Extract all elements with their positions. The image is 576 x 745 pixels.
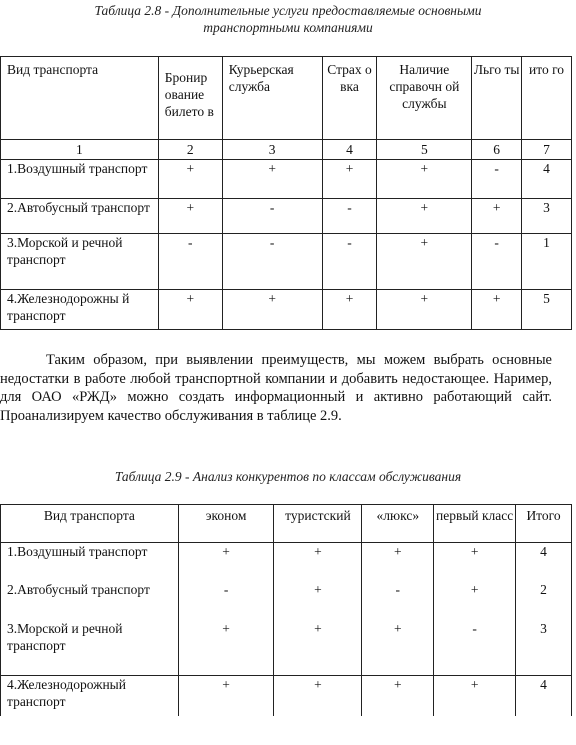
table-2-8 [0, 56, 572, 330]
table-cell: - [472, 234, 522, 290]
table-cell: + [377, 234, 472, 290]
table-cell: + [362, 543, 434, 581]
caption-line: Таблица 2.8 - Дополнительные услуги предоставляемые основными [94, 3, 482, 18]
table-caption-2-8 [0, 2, 576, 36]
table-cell: + [377, 290, 472, 330]
header-cell: Льго ты [472, 57, 522, 140]
table-cell: + [434, 543, 516, 581]
header-cell: ито го [522, 57, 572, 140]
table-cell: + [158, 160, 222, 199]
table-cell: 3 [522, 199, 572, 234]
header-cell: первый класс [434, 505, 516, 543]
table-cell: + [158, 199, 222, 234]
row-label: 3.Морской и речной транспорт [1, 620, 179, 676]
body-paragraph: Таким образом, при выявлении преимуществ, мы можем выбрать основные недостатки в работе любой транспортной компании и добавить недостающее. Наример, для ОАО «РЖД» можно создать информационный и активно работающий сайт. Проанализируем качество обслуживания в таблице 2.9. [0, 352, 552, 424]
table-cell: - [434, 620, 516, 676]
table-row [1, 234, 572, 290]
table-cell: + [274, 676, 362, 716]
table-cell: + [322, 290, 377, 330]
table-cell: + [274, 543, 362, 581]
number-cell: 7 [522, 140, 572, 160]
header-cell: туристский [274, 505, 362, 543]
table-header-row [1, 57, 572, 140]
header-cell: Курьерская служба [222, 57, 322, 140]
table-cell: + [362, 676, 434, 716]
table-cell: + [222, 160, 322, 199]
table-cell: - [362, 581, 434, 620]
table-cell: + [472, 290, 522, 330]
table-cell: - [472, 160, 522, 199]
header-cell: Бронир ование билето в [158, 57, 222, 140]
table-row [1, 581, 572, 620]
table-cell: 4 [516, 676, 572, 716]
number-cell: 1 [1, 140, 159, 160]
table-cell: + [377, 160, 472, 199]
table-cell: - [222, 234, 322, 290]
table-number-row [1, 140, 572, 160]
table-row [1, 290, 572, 330]
table-cell: + [472, 199, 522, 234]
header-cell: Итого [516, 505, 572, 543]
table-header-row [1, 505, 572, 543]
header-cell: Вид транспорта [1, 57, 159, 140]
table-row [1, 199, 572, 234]
table-cell: - [178, 581, 274, 620]
table-cell: + [362, 620, 434, 676]
header-cell: эконом [178, 505, 274, 543]
table-cell: - [158, 234, 222, 290]
table-cell: 4 [516, 543, 572, 581]
row-label: 3.Морской и речной транспорт [1, 234, 159, 290]
row-label: 2.Автобусный транспорт [1, 199, 159, 234]
row-label: 1.Воздушный транспорт [1, 160, 159, 199]
number-cell: 4 [322, 140, 377, 160]
row-label: 1.Воздушный транспорт [1, 543, 179, 581]
header-cell: Наличие справочн ой службы [377, 57, 472, 140]
table-cell: 4 [522, 160, 572, 199]
table-cell: + [178, 676, 274, 716]
table-caption-2-9: Таблица 2.9 - Анализ конкурентов по классам обслуживания [114, 469, 462, 484]
table-row [1, 543, 572, 581]
table-row [1, 620, 572, 676]
number-cell: 5 [377, 140, 472, 160]
table-row [1, 676, 572, 716]
table-2-9 [0, 504, 572, 716]
table-cell: + [158, 290, 222, 330]
number-cell: 3 [222, 140, 322, 160]
table-cell: + [222, 290, 322, 330]
number-cell: 6 [472, 140, 522, 160]
table-cell: + [274, 581, 362, 620]
table-cell: + [434, 676, 516, 716]
table-cell: - [322, 199, 377, 234]
table-cell: + [178, 620, 274, 676]
table-cell: - [222, 199, 322, 234]
table-cell: + [322, 160, 377, 199]
row-label: 4.Железнодорожный транспорт [1, 676, 179, 716]
table-cell: - [322, 234, 377, 290]
table-row [1, 160, 572, 199]
table-cell: 5 [522, 290, 572, 330]
number-cell: 2 [158, 140, 222, 160]
header-cell: Страх о вка [322, 57, 377, 140]
table-cell: + [434, 581, 516, 620]
table-cell: + [178, 543, 274, 581]
row-label: 4.Железнодорожны й транспорт [1, 290, 159, 330]
caption-line: транспортными компаниями [203, 20, 373, 35]
table-cell: 3 [516, 620, 572, 676]
header-cell: «люкс» [362, 505, 434, 543]
table-cell: + [377, 199, 472, 234]
row-label: 2.Автобусный транспорт [1, 581, 179, 620]
header-cell: Вид транспорта [1, 505, 179, 543]
table-cell: 1 [522, 234, 572, 290]
table-cell: 2 [516, 581, 572, 620]
table-cell: + [274, 620, 362, 676]
